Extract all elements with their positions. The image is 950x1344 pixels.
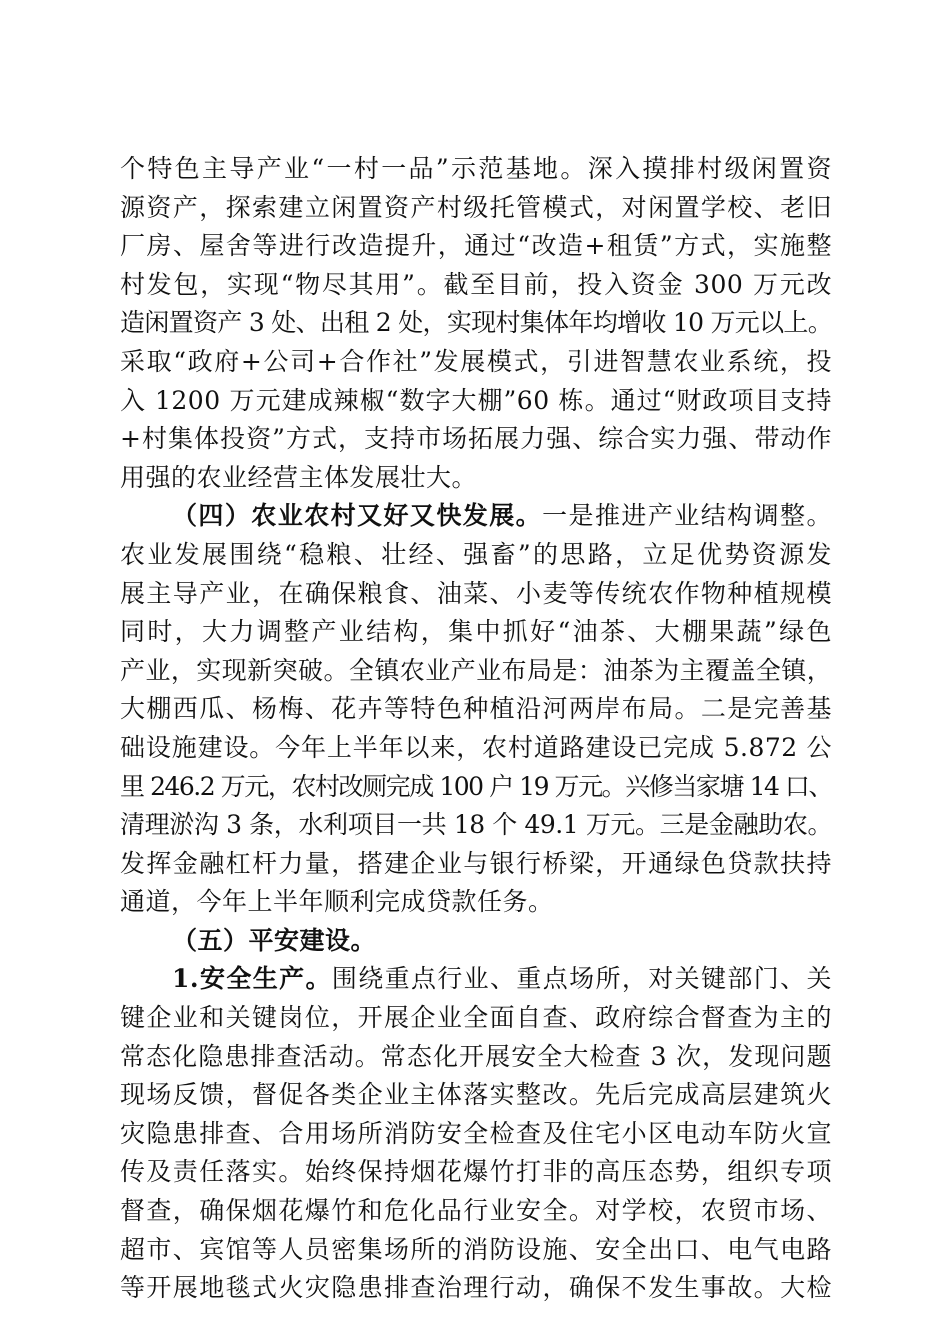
body-text: 村发包，实现“物尽其用”。截至目前，投入资金 300 万元改	[120, 269, 832, 299]
body-text: 键企业和关键岗位，开展企业全面自查、政府综合督查为主的	[120, 1003, 832, 1033]
document-body	[120, 150, 832, 1308]
body-text: 督查，确保烟花爆竹和危化品行业安全。对学校，农贸市场、	[120, 1196, 832, 1226]
body-text: +村集体投资”方式，支持市场拓展力强、综合实力强、带动作	[120, 424, 832, 454]
body-text: 通道，今年上半年顺利完成贷款任务。	[120, 887, 554, 917]
text-line	[120, 459, 832, 498]
text-line	[120, 690, 832, 729]
text-line	[120, 1115, 832, 1154]
body-text: 超市、宾馆等人员密集场所的消防设施、安全出口、电气电路	[120, 1234, 832, 1264]
text-line	[120, 960, 832, 999]
body-text: 农业发展围绕“稳粮、壮经、强畜”的思路，立足优势资源发	[120, 539, 832, 569]
text-line	[120, 1076, 832, 1115]
bold-heading-text: （五）平安建设。	[172, 925, 377, 955]
text-line	[120, 382, 832, 421]
body-text: 产业，实现新突破。全镇农业产业布局是：油茶为主覆盖全镇，	[120, 655, 832, 685]
body-text: 入 1200 万元建成辣椒“数字大棚”60 栋。通过“财政项目支持	[120, 385, 832, 415]
text-line	[120, 729, 832, 768]
text-line	[120, 304, 832, 343]
text-line	[120, 806, 832, 845]
bold-heading-text: （四）农业农村又好又快发展。	[172, 501, 543, 531]
text-line	[120, 999, 832, 1038]
text-line	[120, 1038, 832, 1077]
text-line	[120, 1269, 832, 1308]
body-text: 大棚西瓜、杨梅、花卉等特色种植沿河两岸布局。二是完善基	[120, 694, 832, 724]
text-line	[120, 420, 832, 459]
body-text: 现场反馈，督促各类企业主体落实整改。先后完成高层建筑火	[120, 1080, 832, 1110]
text-line	[120, 845, 832, 884]
body-text: 采取“政府+公司+合作社”发展模式，引进智慧农业系统，投	[120, 346, 832, 376]
body-text: 发挥金融杠杆力量，搭建企业与银行桥梁，开通绿色贷款扶持	[120, 848, 832, 878]
body-text: 厂房、屋舍等进行改造提升，通过“改造+租赁”方式，实施整	[120, 231, 832, 261]
text-line	[120, 266, 832, 305]
text-line	[120, 768, 832, 807]
text-line	[120, 1192, 832, 1231]
text-line	[120, 883, 832, 922]
body-text: 清理淤沟 3 条，水利项目一共 18 个 49.1 万元。三是金融助农。	[120, 810, 832, 840]
body-text: 础设施建设。今年上半年以来，农村道路建设已完成 5.872 公	[120, 732, 832, 762]
text-line	[120, 575, 832, 614]
text-line	[120, 536, 832, 575]
text-line	[120, 1231, 832, 1270]
body-text: 常态化隐患排查活动。常态化开展安全大检查 3 次，发现问题	[120, 1041, 832, 1071]
body-text: 同时，大力调整产业结构，集中抓好“油茶、大棚果蔬”绿色	[120, 617, 832, 647]
body-text: 造闲置资产 3 处、出租 2 处，实现村集体年均增收 10 万元以上。	[120, 308, 832, 338]
body-text: 等开展地毯式火灾隐患排查治理行动，确保不发生事故。大检	[120, 1273, 832, 1303]
body-text: 展主导产业，在确保粮食、油菜、小麦等传统农作物种植规模	[120, 578, 832, 608]
text-line	[120, 189, 832, 228]
text-line	[120, 613, 832, 652]
body-text: 里 246.2 万元，农村改厕完成 100 户 19 万元。兴修当家塘 14 口、	[120, 771, 832, 801]
body-text: 传及责任落实。始终保持烟花爆竹打非的高压态势，组织专项	[120, 1157, 832, 1187]
body-text: 源资产，探索建立闲置资产村级托管模式，对闲置学校、老旧	[120, 192, 832, 222]
bold-heading-text: 1.安全生产。	[172, 964, 332, 994]
body-text: 围绕重点行业、重点场所，对关键部门、关	[331, 964, 832, 994]
text-line	[120, 343, 832, 382]
body-text: 个特色主导产业“一村一品”示范基地。深入摸排村级闲置资	[120, 154, 832, 183]
text-line	[120, 652, 832, 691]
body-text: 用强的农业经营主体发展壮大。	[120, 462, 478, 492]
body-text: 灾隐患排查、合用场所消防安全检查及住宅小区电动车防火宣	[120, 1118, 832, 1148]
text-line	[120, 497, 832, 536]
body-text: 一是推进产业结构调整。	[542, 501, 832, 531]
text-line	[120, 1153, 832, 1192]
text-line	[120, 922, 832, 961]
text-line	[120, 150, 832, 189]
text-line	[120, 227, 832, 266]
